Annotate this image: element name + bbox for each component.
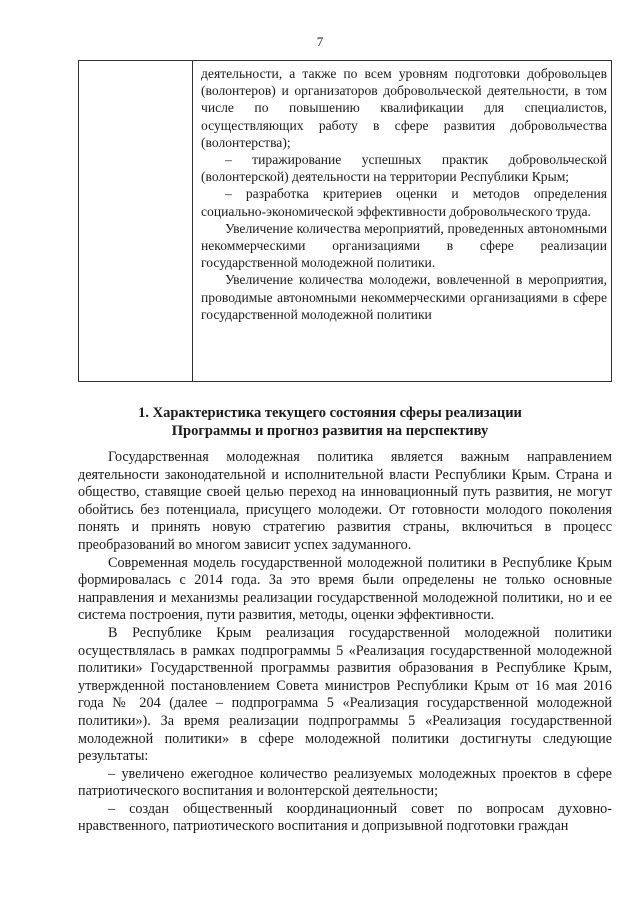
body-text xyxy=(78,449,612,836)
table-paragraph: деятельности, а также по всем уровням подготовки добровольцев (волонтеров) и организаторов добровольческой деятельности, в том числе по повышению квалификации для специалистов, осуществляющих работу в сфере развития добровольчества (волонтерства); xyxy=(201,66,607,150)
table-paragraph: Увеличение количества молодежи, вовлеченной в мероприятия, проводимые автономными некоммерческими организациями в сфере государственной молодежной политики xyxy=(201,272,607,322)
table-left-cell xyxy=(79,61,193,381)
table-paragraph: – разработка критериев оценки и методов определения социально-экономической эффективности добровольческого труда. xyxy=(201,186,607,219)
body-paragraph: Государственная молодежная политика является важным направлением деятельности законодательной и исполнительной власти Республики Крым. Страна и общество, ставящие своей целью переход на инновационный путь развития, не могут обойтись без потенциала, присущего молодежи. От готовности молодого поколения понять и принять новую стратегию развития страны, включиться в процесс преобразований во многом зависит успех задуманного. xyxy=(78,449,612,553)
body-paragraph: В Республике Крым реализация государственной молодежной политики осуществлялась в рамках подпрограммы 5 «Реализация государственной молодежной политики» Государственной программы развития образования в Республике Крым, утвержденной постановлением Совета министров Республики Крым от 16 мая 2016 года № 204 (далее – подпрограмма 5 «Реализация государственной молодежной политики»). За время реализации подпрограммы 5 «Реализация государственной молодежной политики» в сфере молодежной политики достигнуты следующие результаты: xyxy=(78,624,612,765)
section-title xyxy=(60,404,600,440)
body-paragraph: – увеличено ежегодное количество реализуемых молодежных проектов в сфере патриотического воспитания и волонтерской деятельности; xyxy=(78,765,612,800)
table-paragraph: Увеличение количества мероприятий, проведенных автономными некоммерческими организациями в сфере реализации государственной молодежной политики. xyxy=(201,220,607,271)
body-paragraph: – создан общественный координационный совет по вопросам духовно-нравственного, патриотического воспитания и допризывной подготовки граждан xyxy=(78,800,612,835)
table-paragraph: – тиражирование успешных практик добровольческой (волонтерской) деятельности на территории Республики Крым; xyxy=(201,152,607,185)
section-title-line: 1. Характеристика текущего состояния сферы реализации xyxy=(138,405,522,421)
page-number: 7 xyxy=(316,34,324,49)
table-right-cell xyxy=(201,65,607,323)
content-table xyxy=(78,60,612,382)
body-paragraph: Современная модель государственной молодежной политики в Республике Крым формировалась с 2014 года. За это время были определены не только основные направления и механизмы реализации государственной молодежной политики, но и ее система построения, пути развития, методы, оценки эффективности. xyxy=(78,554,612,624)
section-title-line: Программы и прогноз развития на перспективу xyxy=(171,423,489,439)
